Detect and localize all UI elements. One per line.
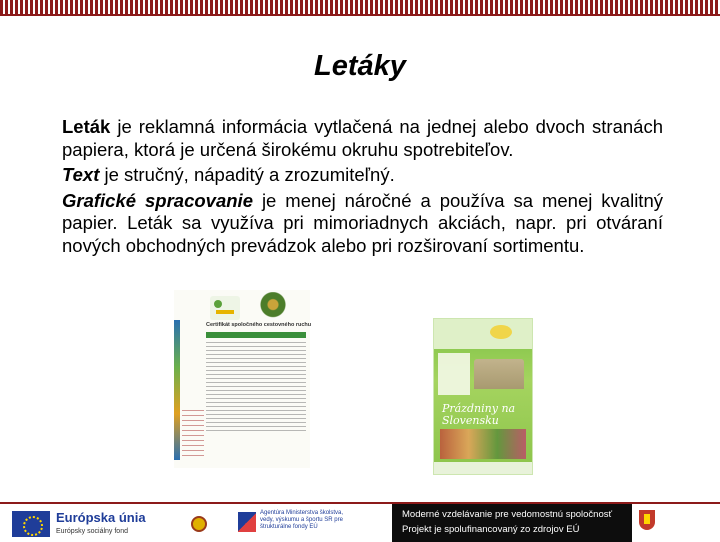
banner-line-2: Projekt je spolufinancovaný zo zdrojov EÚ	[402, 524, 580, 535]
agency-logo	[238, 510, 350, 536]
agency-mark-icon	[238, 512, 256, 532]
top-decorative-border	[0, 0, 720, 14]
paragraph-letak-text: je reklamná informácia vytlačená na jednej alebo dvoch stranách papiera, ktorá je určená širokému okruhu spotrebiteľov.	[62, 116, 663, 160]
kosice-logo-icon	[210, 296, 240, 320]
paragraph-letak	[62, 116, 663, 161]
project-banner	[392, 504, 632, 542]
paragraph-text	[62, 164, 663, 187]
castle-photo	[474, 359, 524, 389]
eu-logo	[10, 509, 146, 537]
coat-of-arms-icon	[636, 508, 658, 536]
leaflet-footer-logos	[434, 462, 532, 474]
leaflet-green-band	[206, 332, 306, 338]
banner-line-1: Moderné vzdelávanie pre vedomostnú spoločnosť	[402, 509, 613, 520]
ministry-emblem-icon	[184, 510, 210, 536]
term-letak: Leták	[62, 116, 111, 137]
leaflet-image-summer	[433, 318, 533, 475]
leaflet-image-certificate	[174, 290, 310, 468]
paragraph-text-text: je stručný, nápaditý a zrozumiteľný.	[99, 164, 395, 185]
leaflet-heading: Certifikát spoločného cestovného ruchu	[206, 322, 312, 328]
leaflet-color-stripe	[174, 320, 180, 460]
flower-photo	[260, 292, 286, 320]
leaflet-info-panel	[438, 353, 470, 395]
footer-bar	[0, 502, 720, 542]
slide-body	[62, 116, 663, 260]
leaflet-text-lines	[206, 342, 306, 434]
eu-subtitle: Európsky sociálny fond	[56, 528, 128, 535]
leaflet-photo-strip	[440, 429, 526, 459]
term-text: Text	[62, 164, 100, 185]
agency-text: Agentúra Ministerstva školstva, vedy, výskumu a športu SR pre štrukturálne fondy EÚ	[260, 510, 344, 530]
leaflet-side-logos	[182, 410, 204, 458]
eu-flag-icon	[12, 511, 50, 537]
leaflet-script-title: Prázdniny na Slovensku	[442, 402, 516, 427]
eu-title: Európska únia	[56, 510, 146, 525]
paragraph-graphics	[62, 190, 663, 258]
slide-title: Letáky	[314, 50, 406, 82]
paragraph-graphics-text: je menej náročné a používa sa menej kvalitný papier. Leták sa využíva pri mimoriadnych akciách, napr. pri otváraní nových obchodných prevádzok alebo pri rozširovaní sortimentu.	[62, 189, 663, 256]
term-graphics: Grafické spracovanie	[62, 189, 253, 211]
leaflet-header-area	[434, 319, 532, 349]
